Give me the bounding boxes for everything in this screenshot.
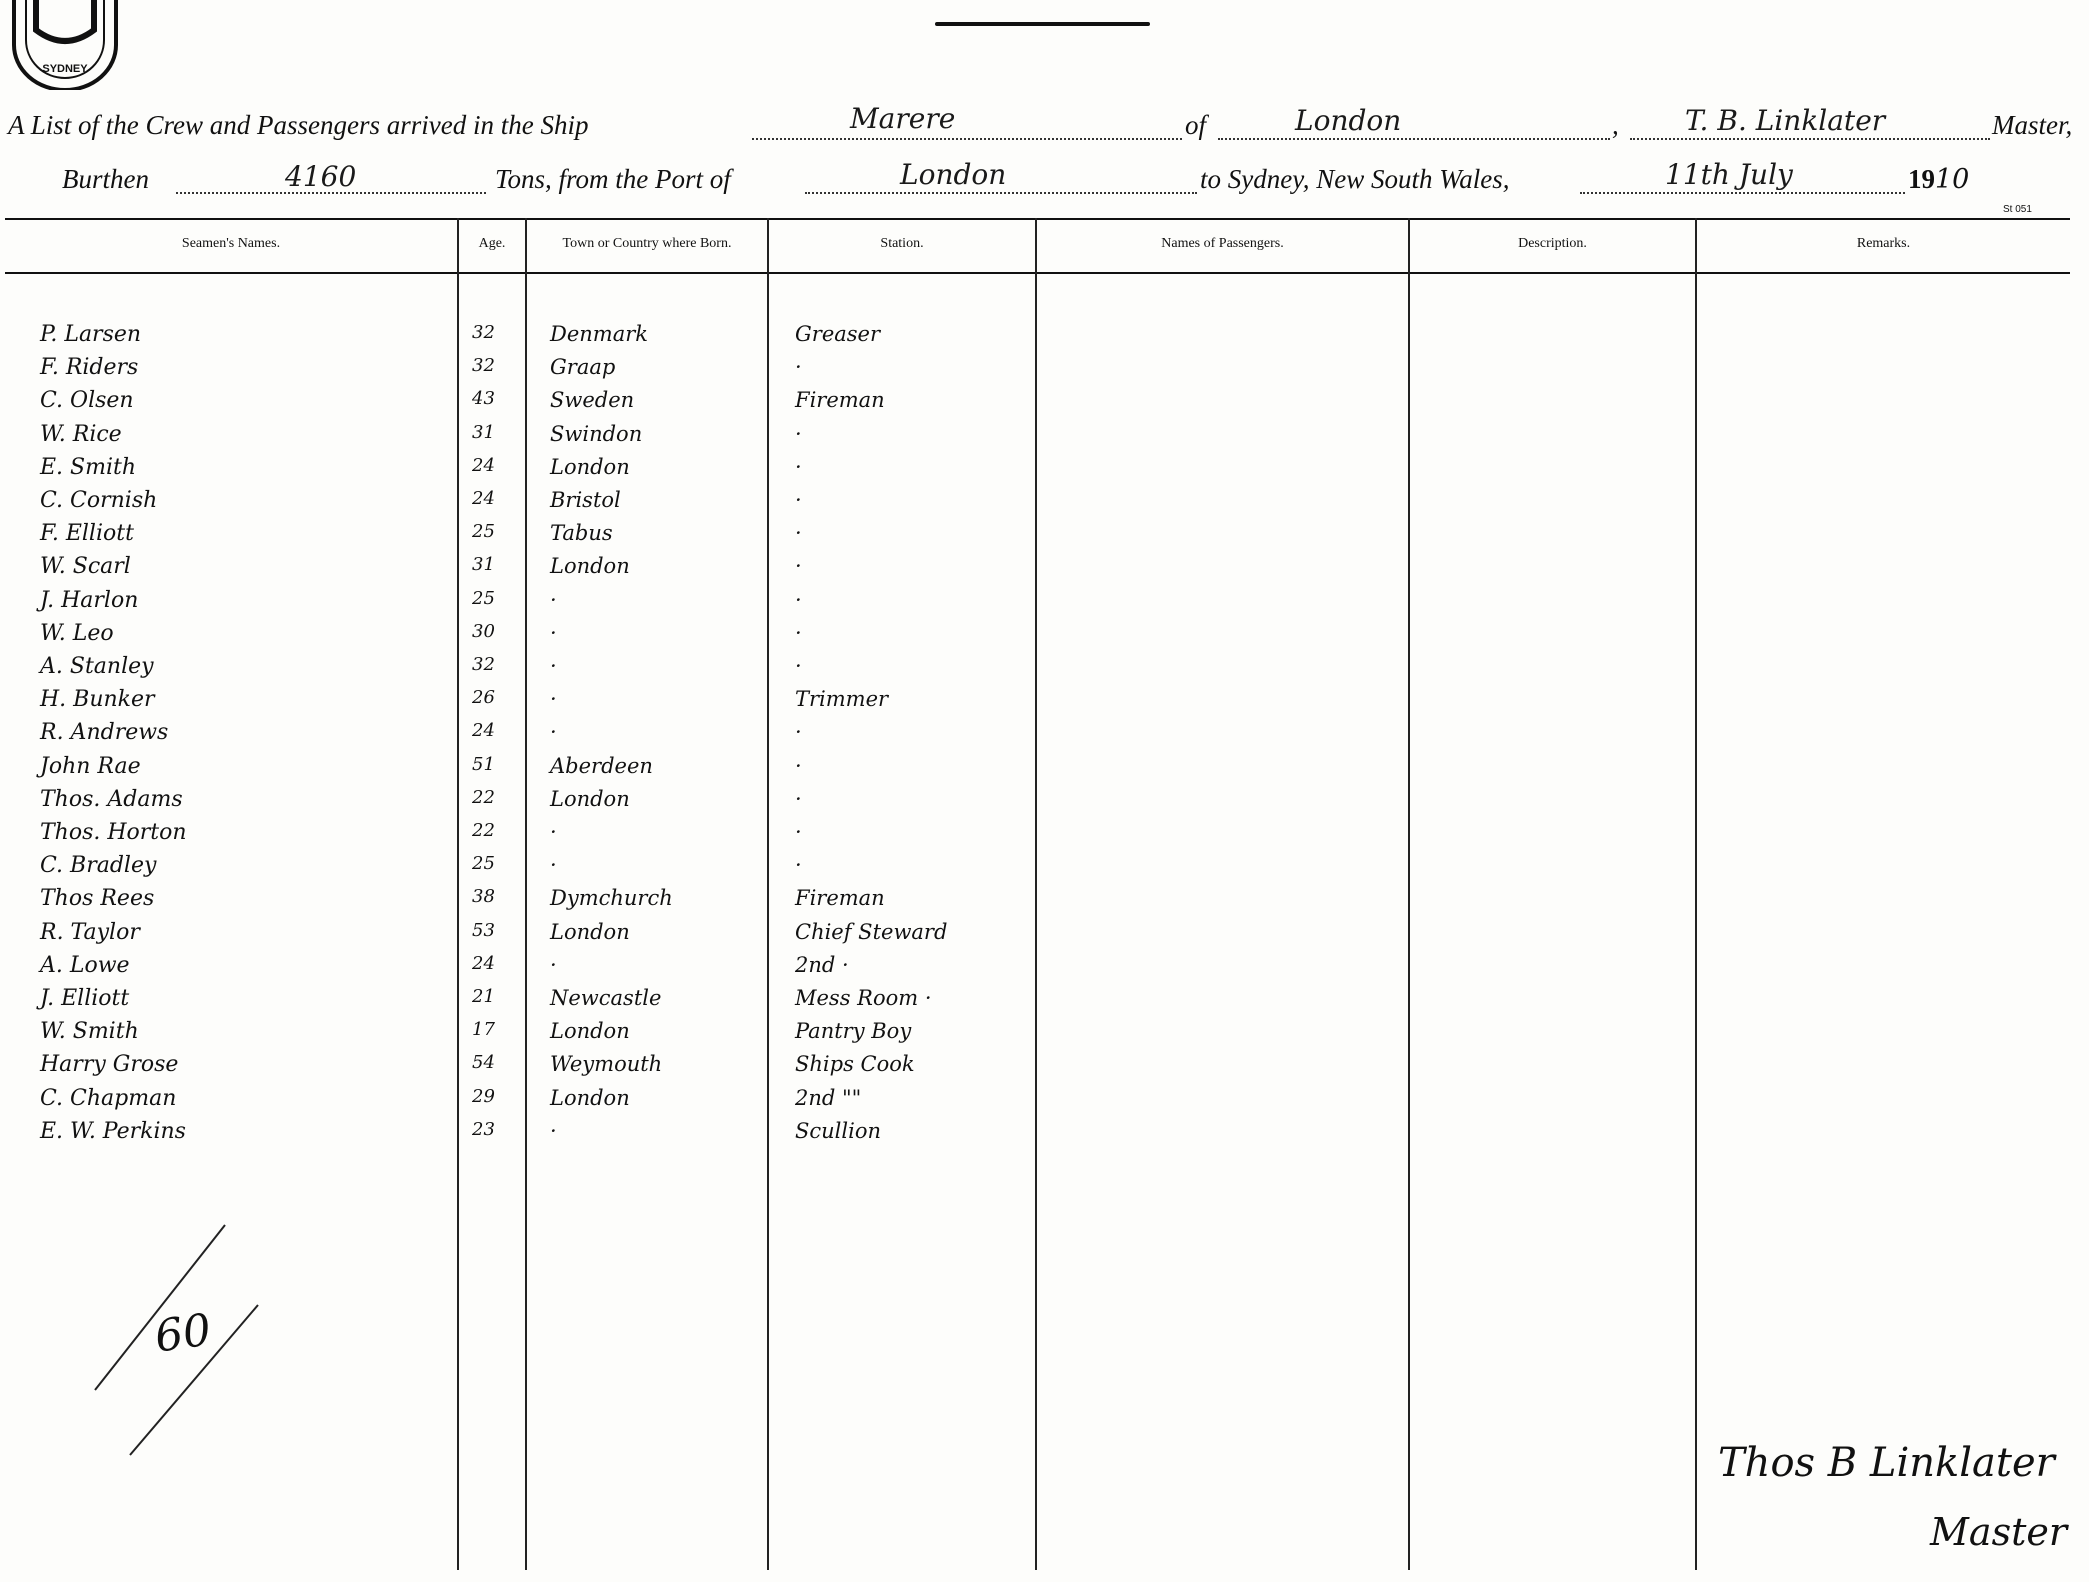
- seaman-age: 22: [472, 820, 495, 841]
- seaman-name: John Rae: [40, 754, 141, 779]
- seaman-station: ·: [795, 422, 802, 446]
- seaman-age: 25: [472, 521, 495, 542]
- seaman-station: Greaser: [795, 322, 881, 346]
- header-prefix: A List of the Crew and Passengers arrived in the Ship: [8, 110, 589, 140]
- burthen-value: 4160: [285, 160, 357, 193]
- master-name: T. B. Linklater: [1685, 104, 1886, 137]
- burthen-label: Burthen: [62, 164, 149, 194]
- seaman-name: F. Riders: [40, 355, 139, 380]
- seaman-station: Pantry Boy: [795, 1019, 912, 1043]
- top-rule: [935, 22, 1150, 26]
- seaman-station: ·: [795, 355, 802, 379]
- seaman-station: ·: [795, 488, 802, 512]
- seaman-station: Scullion: [795, 1119, 881, 1143]
- seaman-age: 31: [472, 422, 495, 443]
- seaman-station: ·: [795, 787, 802, 811]
- seaman-name: C. Chapman: [40, 1086, 177, 1111]
- seaman-birthplace: London: [550, 787, 630, 811]
- seaman-name: Thos. Horton: [40, 820, 187, 845]
- seaman-station: ·: [795, 654, 802, 678]
- seaman-station: ·: [795, 820, 802, 844]
- seaman-age: 53: [472, 920, 495, 941]
- seaman-name: F. Elliott: [40, 521, 134, 546]
- seaman-name: E. Smith: [40, 455, 137, 480]
- seaman-station: ·: [795, 588, 802, 612]
- seaman-birthplace: Graap: [550, 355, 616, 379]
- col-divider-1: [457, 218, 459, 1570]
- seaman-name: A. Lowe: [40, 953, 130, 978]
- of-dots: [1218, 138, 1610, 140]
- master-signature-title: Master: [1930, 1510, 2067, 1554]
- to-label: to Sydney, New South Wales,: [1200, 164, 1510, 194]
- seaman-age: 26: [472, 687, 495, 708]
- seaman-birthplace: ·: [550, 1119, 557, 1143]
- col-divider-4: [1035, 218, 1037, 1570]
- date-value: 11th July: [1665, 158, 1793, 191]
- seaman-birthplace: London: [550, 920, 630, 944]
- seaman-birthplace: ·: [550, 621, 557, 645]
- seaman-birthplace: ·: [550, 720, 557, 744]
- seaman-age: 54: [472, 1052, 495, 1073]
- seaman-name: Thos. Adams: [40, 787, 183, 812]
- seaman-birthplace: Denmark: [550, 322, 648, 346]
- seaman-age: 25: [472, 588, 495, 609]
- seaman-birthplace: ·: [550, 853, 557, 877]
- seaman-name: Thos Rees: [40, 886, 155, 911]
- seaman-age: 24: [472, 488, 495, 509]
- seaman-birthplace: ·: [550, 588, 557, 612]
- seaman-age: 32: [472, 355, 495, 376]
- seaman-station: Ships Cook: [795, 1052, 915, 1076]
- seaman-station: ·: [795, 521, 802, 545]
- seaman-birthplace: London: [550, 455, 630, 479]
- col-divider-6: [1695, 218, 1697, 1570]
- seaman-birthplace: Bristol: [550, 488, 621, 512]
- master-label: Master,: [1992, 110, 2073, 140]
- seaman-name: W. Rice: [40, 422, 122, 447]
- seaman-station: Trimmer: [795, 687, 889, 711]
- seaman-station: ·: [795, 554, 802, 578]
- seaman-station: ·: [795, 455, 802, 479]
- master-signature: Thos B Linklater: [1718, 1440, 2055, 1486]
- seaman-name: W. Smith: [40, 1019, 139, 1044]
- seaman-birthplace: Dymchurch: [550, 886, 673, 910]
- of-value: London: [1295, 104, 1402, 137]
- seaman-birthplace: ·: [550, 687, 557, 711]
- seaman-birthplace: Weymouth: [550, 1052, 663, 1076]
- seaman-station: Fireman: [795, 886, 885, 910]
- col-header-seamen: Seamen's Names.: [181, 236, 281, 251]
- seaman-age: 24: [472, 953, 495, 974]
- seaman-age: 24: [472, 455, 495, 476]
- col-header-description: Description.: [1518, 236, 1587, 251]
- tally-number: 60: [151, 1304, 215, 1363]
- seaman-name: C. Olsen: [40, 388, 134, 413]
- year-prefix: 19: [1908, 164, 1935, 194]
- seaman-station: Mess Room ·: [795, 986, 932, 1010]
- seaman-station: Fireman: [795, 388, 885, 412]
- seaman-age: 25: [472, 853, 495, 874]
- form-number: St 051: [2003, 204, 2032, 215]
- ship-dots: [752, 138, 1182, 140]
- seaman-name: J. Harlon: [40, 588, 139, 613]
- seaman-age: 21: [472, 986, 495, 1007]
- table-head-rule: [5, 272, 2070, 274]
- seaman-name: E. W. Perkins: [40, 1119, 186, 1144]
- seaman-birthplace: Newcastle: [550, 986, 662, 1010]
- seaman-name: A. Stanley: [40, 654, 154, 679]
- seaman-station: 2nd "": [795, 1086, 862, 1110]
- comma: ,: [1612, 110, 1619, 140]
- seaman-station: Chief Steward: [795, 920, 948, 944]
- port-dots: [805, 192, 1197, 194]
- seaman-name: C. Bradley: [40, 853, 157, 878]
- of-label: of: [1185, 110, 1207, 140]
- col-header-remarks: Remarks.: [1856, 236, 1911, 251]
- col-header-born: Town or Country where Born.: [562, 236, 732, 251]
- seaman-age: 17: [472, 1019, 495, 1040]
- ship-name: Marere: [850, 102, 956, 135]
- seaman-name: R. Taylor: [40, 920, 140, 945]
- seaman-age: 24: [472, 720, 495, 741]
- port-value: London: [900, 158, 1007, 191]
- seaman-name: H. Bunker: [40, 687, 155, 712]
- seaman-age: 51: [472, 754, 495, 775]
- seaman-age: 23: [472, 1119, 495, 1140]
- seaman-age: 30: [472, 621, 495, 642]
- seaman-age: 32: [472, 322, 495, 343]
- seaman-name: R. Andrews: [40, 720, 169, 745]
- col-divider-2: [525, 218, 527, 1570]
- tons-label: Tons, from the Port of: [495, 164, 731, 194]
- seaman-birthplace: London: [550, 1086, 630, 1110]
- seaman-name: P. Larsen: [40, 322, 142, 347]
- seaman-name: W. Leo: [40, 621, 114, 646]
- year: [1908, 164, 1969, 195]
- seaman-birthplace: Swindon: [550, 422, 643, 446]
- date-dots: [1580, 192, 1905, 194]
- seaman-birthplace: ·: [550, 953, 557, 977]
- seaman-birthplace: Tabus: [550, 521, 613, 545]
- seaman-age: 31: [472, 554, 495, 575]
- seaman-birthplace: ·: [550, 820, 557, 844]
- seal-text: SYDNEY: [42, 63, 88, 75]
- seaman-age: 29: [472, 1086, 495, 1107]
- seaman-birthplace: London: [550, 554, 630, 578]
- seaman-station: ·: [795, 853, 802, 877]
- seaman-age: 38: [472, 886, 495, 907]
- col-divider-3: [767, 218, 769, 1570]
- col-divider-5: [1408, 218, 1410, 1570]
- seaman-station: ·: [795, 754, 802, 778]
- year-suffix: 10: [1935, 164, 1970, 195]
- seaman-station: ·: [795, 621, 802, 645]
- seaman-name: W. Scarl: [40, 554, 131, 579]
- col-header-age: Age.: [478, 236, 506, 251]
- seaman-age: 43: [472, 388, 495, 409]
- seaman-station: 2nd ·: [795, 953, 849, 977]
- col-header-passengers: Names of Passengers.: [1161, 236, 1284, 251]
- seaman-birthplace: Aberdeen: [550, 754, 653, 778]
- seaman-station: ·: [795, 720, 802, 744]
- seaman-age: 22: [472, 787, 495, 808]
- seaman-name: Harry Grose: [40, 1052, 179, 1077]
- seaman-name: J. Elliott: [40, 986, 130, 1011]
- seaman-name: C. Cornish: [40, 488, 158, 513]
- seaman-birthplace: ·: [550, 654, 557, 678]
- table-top-rule: [5, 218, 2070, 220]
- seaman-age: 32: [472, 654, 495, 675]
- seaman-birthplace: London: [550, 1019, 630, 1043]
- seaman-birthplace: Sweden: [550, 388, 635, 412]
- col-header-station: Station.: [880, 236, 924, 251]
- sydney-seal-logo: [6, 0, 124, 90]
- master-dots: [1630, 138, 1990, 140]
